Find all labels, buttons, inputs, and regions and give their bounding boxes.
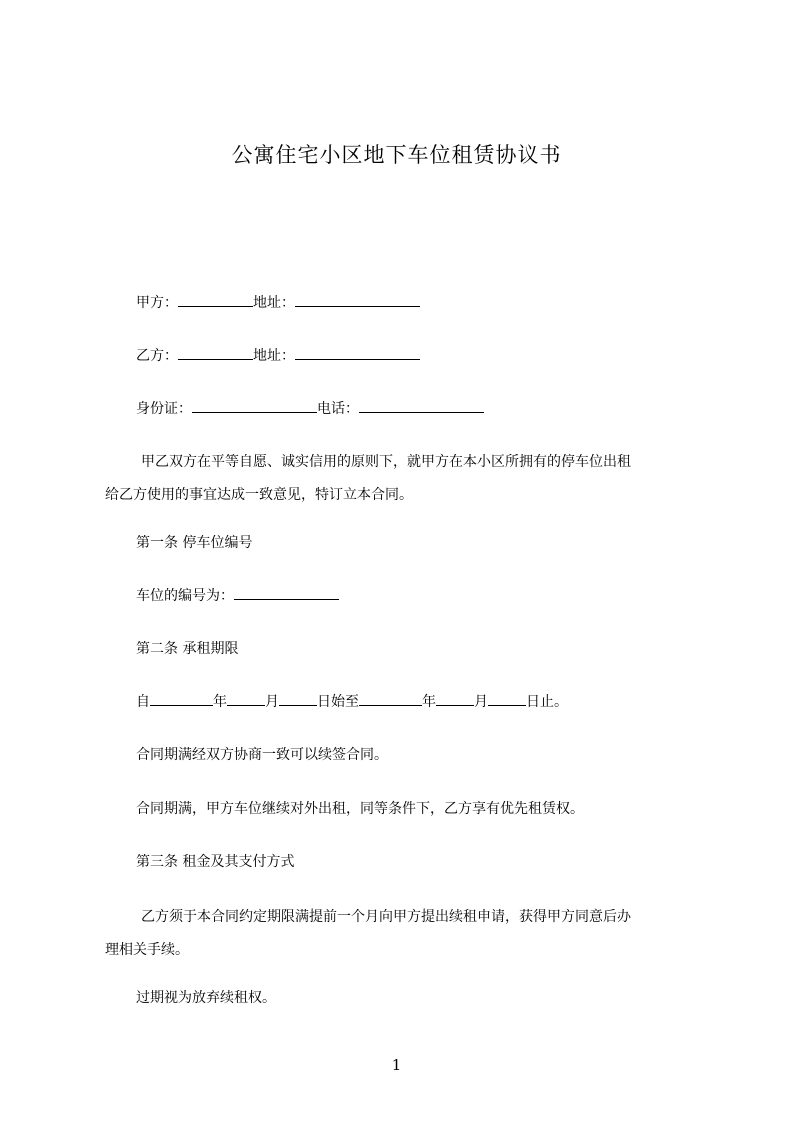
from-label: 自 — [136, 694, 150, 710]
end-year-blank — [359, 691, 422, 706]
party-b-line — [136, 345, 420, 365]
id-phone-line — [136, 398, 484, 418]
start-month-label: 月 — [265, 694, 279, 710]
article-3-heading: 第三条 租金及其支付方式 — [136, 854, 295, 870]
party-a-name-blank — [178, 292, 253, 307]
start-day-to-label: 日始至 — [317, 694, 359, 710]
page-number: 1 — [391, 1056, 402, 1074]
party-b-address-label: 地址： — [253, 348, 295, 364]
party-a-line — [136, 292, 420, 312]
id-blank — [192, 398, 317, 413]
start-day-blank — [279, 691, 317, 706]
document-title: 公寓住宅小区地下车位租赁协议书 — [231, 143, 562, 167]
start-month-blank — [227, 691, 265, 706]
end-month-blank — [436, 691, 474, 706]
party-b-name-blank — [178, 345, 253, 360]
intro-line-2: 给乙方使用的事宜达成一致意见，特订立本合同。 — [105, 487, 413, 503]
start-year-blank — [150, 691, 213, 706]
end-year-label: 年 — [422, 694, 436, 710]
phone-label: 电话： — [317, 401, 359, 417]
term-dates-line — [136, 691, 568, 711]
party-b-address-blank — [295, 345, 420, 360]
party-a-address-blank — [295, 292, 420, 307]
parking-number-line — [136, 585, 339, 605]
end-day-blank — [488, 691, 526, 706]
article-2-heading: 第二条 承租期限 — [136, 641, 239, 657]
renewal-application-paragraph — [105, 906, 705, 959]
renewal-text: 合同期满经双方协商一致可以续签合同。 — [136, 747, 388, 763]
intro-paragraph — [105, 451, 705, 504]
party-b-label: 乙方： — [136, 348, 178, 364]
priority-lease-text: 合同期满，甲方车位继续对外出租，同等条件下，乙方享有优先租赁权。 — [136, 801, 584, 817]
waiver-text: 过期视为放弃续租权。 — [136, 990, 276, 1006]
end-month-label: 月 — [474, 694, 488, 710]
id-label: 身份证： — [136, 401, 192, 417]
party-a-label: 甲方： — [136, 295, 178, 311]
parking-number-blank — [234, 585, 339, 600]
phone-blank — [359, 398, 484, 413]
intro-line-1: 甲乙双方在平等自愿、诚实信用的原则下，就甲方在本小区所拥有的停车位出租 — [141, 454, 631, 470]
party-a-address-label: 地址： — [253, 295, 295, 311]
renewal-application-line-2: 理相关手续。 — [105, 942, 189, 958]
parking-number-label: 车位的编号为： — [136, 588, 234, 604]
start-year-label: 年 — [213, 694, 227, 710]
end-day-label: 日止。 — [526, 694, 568, 710]
article-1-heading: 第一条 停车位编号 — [136, 535, 253, 551]
renewal-application-line-1: 乙方须于本合同约定期限满提前一个月向甲方提出续租申请，获得甲方同意后办 — [141, 909, 631, 925]
